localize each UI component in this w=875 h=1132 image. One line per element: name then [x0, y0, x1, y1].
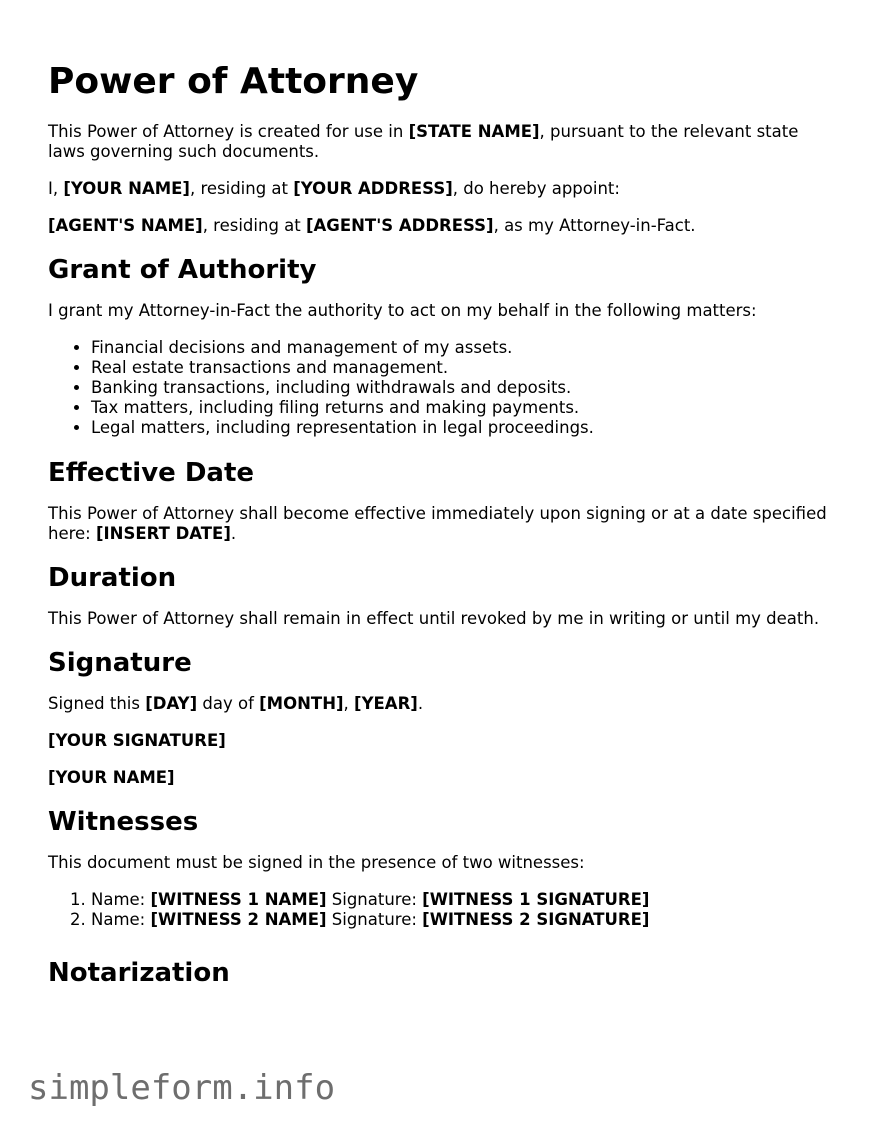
duration-heading: Duration	[48, 563, 177, 593]
intro-paragraph-state	[48, 122, 838, 162]
text-segment: This Power of Attorney shall become effective immediately upon signing or at a date specified here:	[48, 504, 827, 543]
witness-2-name-placeholder: [WITNESS 2 NAME]	[150, 910, 327, 929]
witness-2-signature-placeholder: [WITNESS 2 SIGNATURE]	[422, 910, 650, 929]
authority-list	[48, 338, 838, 438]
list-item: • Legal matters, including representation in legal proceedings.	[91, 418, 838, 438]
your-signature-line	[48, 731, 838, 751]
your-address-placeholder: [YOUR ADDRESS]	[293, 179, 453, 198]
effective-date-heading: Effective Date	[48, 458, 255, 488]
text-segment: day of	[197, 694, 260, 713]
intro-paragraph-principal	[48, 179, 838, 199]
agent-address-placeholder: [AGENT'S ADDRESS]	[306, 216, 494, 235]
signature-label: Signature:	[326, 890, 423, 909]
text-segment: I,	[48, 179, 64, 198]
text-segment: .	[417, 694, 424, 713]
intro-paragraph-agent	[48, 216, 838, 236]
agent-name-placeholder: [AGENT'S NAME]	[48, 216, 203, 235]
text-segment: Signed this	[48, 694, 146, 713]
document-title: Power of Attorney	[48, 61, 419, 102]
text-segment: This Power of Attorney is created for use in	[48, 122, 409, 141]
duration-text: This Power of Attorney shall remain in effect until revoked by me in writing or until my death.	[48, 609, 820, 628]
list-item: • Financial decisions and management of my assets.	[91, 338, 838, 358]
name-label: Name:	[91, 890, 151, 909]
witnesses-heading: Witnesses	[48, 807, 199, 837]
witnesses-lead-text: This document must be signed in the presence of two witnesses:	[48, 853, 585, 872]
text-segment: ,	[343, 694, 355, 713]
text-segment: .	[230, 524, 237, 543]
list-item: • Banking transactions, including withdrawals and deposits.	[91, 378, 838, 398]
text-segment: , residing at	[189, 179, 294, 198]
watermark: simpleform.info	[28, 1068, 336, 1108]
list-item	[91, 910, 838, 930]
text-segment: , pursuant to the relevant state laws governing such documents.	[48, 122, 799, 161]
list-item: • Tax matters, including filing returns and making payments.	[91, 398, 838, 418]
your-name-line	[48, 768, 838, 788]
signed-date-line	[48, 694, 838, 714]
your-name-placeholder: [YOUR NAME]	[63, 179, 190, 198]
month-placeholder: [MONTH]	[259, 694, 344, 713]
witness-1-name-placeholder: [WITNESS 1 NAME]	[150, 890, 327, 909]
document-page	[48, 58, 838, 1004]
day-placeholder: [DAY]	[145, 694, 198, 713]
witness-list	[48, 890, 838, 930]
grant-lead-text: I grant my Attorney-in-Fact the authority to act on my behalf in the following matters:	[48, 301, 757, 320]
signature-heading: Signature	[48, 648, 192, 678]
name-label: Name:	[91, 910, 151, 929]
your-signature-placeholder: [YOUR SIGNATURE]	[48, 731, 226, 750]
your-name-placeholder: [YOUR NAME]	[48, 768, 175, 787]
list-item: • Real estate transactions and management.	[91, 358, 838, 378]
list-item	[91, 890, 838, 910]
grant-of-authority-heading: Grant of Authority	[48, 255, 317, 285]
notarization-heading: Notarization	[48, 958, 230, 988]
state-name-placeholder: [STATE NAME]	[408, 122, 540, 141]
year-placeholder: [YEAR]	[354, 694, 418, 713]
signature-label: Signature:	[326, 910, 423, 929]
effective-date-text	[48, 504, 838, 544]
text-segment: , residing at	[202, 216, 306, 235]
text-segment: , as my Attorney-in-Fact.	[493, 216, 696, 235]
insert-date-placeholder: [INSERT DATE]	[96, 524, 231, 543]
text-segment: , do hereby appoint:	[452, 179, 620, 198]
witness-1-signature-placeholder: [WITNESS 1 SIGNATURE]	[422, 890, 650, 909]
